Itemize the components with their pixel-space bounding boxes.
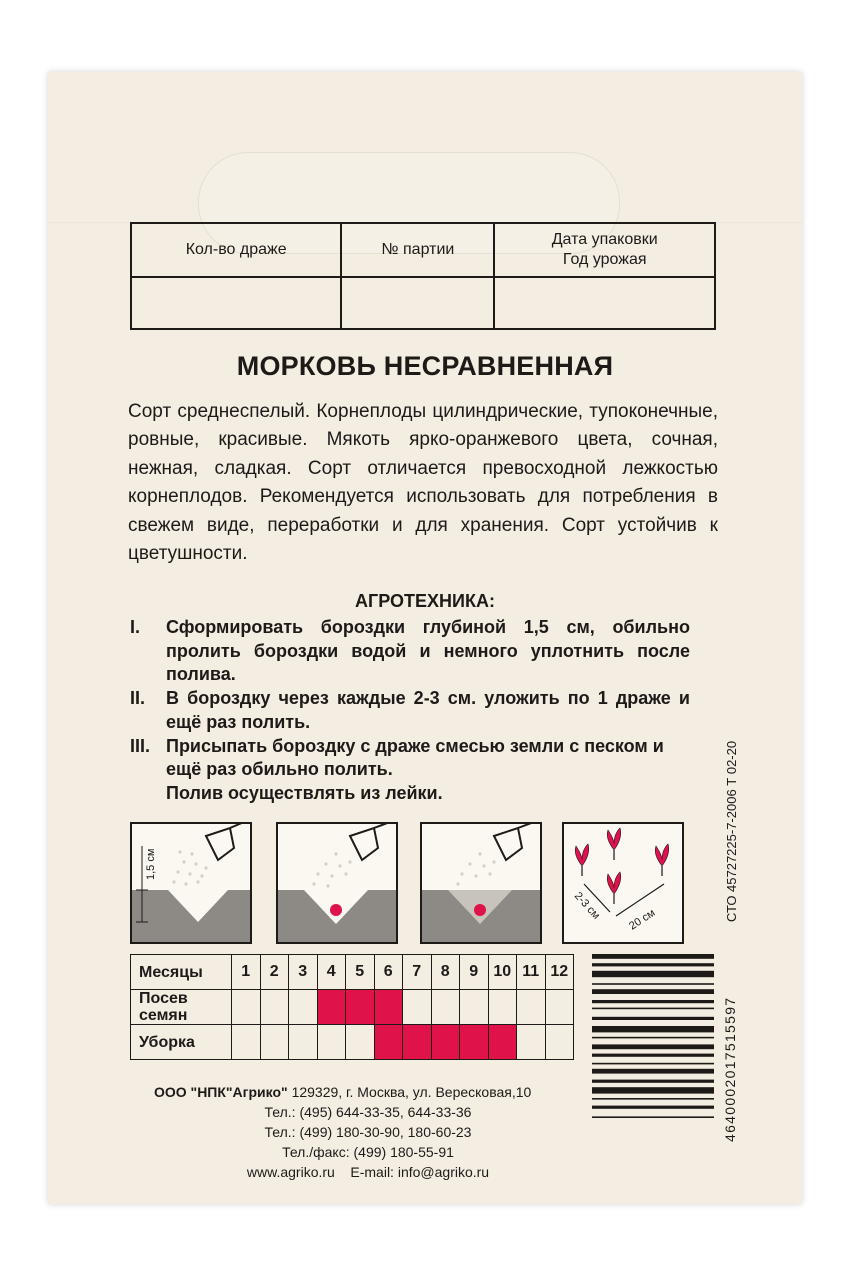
website-link[interactable]: www.agriko.ru — [246, 1164, 335, 1180]
sowing-month-cell — [374, 990, 403, 1025]
barcode-bar — [592, 1054, 714, 1057]
depth-label: 1,5 см — [145, 848, 157, 880]
row-spacing-label: 20 см — [627, 907, 658, 933]
batch-number-cell — [341, 277, 494, 329]
harvest-month-cell — [317, 1025, 346, 1060]
barcode-bar — [592, 1017, 714, 1020]
seed-cover-diagram — [420, 822, 542, 944]
harvest-month-cell — [289, 1025, 318, 1060]
barcode-bar — [592, 1069, 714, 1074]
harvest-month-cell — [431, 1025, 460, 1060]
harvest-month-cell — [346, 1025, 375, 1060]
barcode-bar — [592, 1106, 714, 1109]
barcode-bar — [592, 1008, 714, 1010]
step-text: В бороздку через каждые 2-3 см. уложить по 1 драже и ещё раз полить. — [166, 688, 690, 732]
months-header: Месяцы — [131, 955, 232, 990]
company-address: 129329, г. Москва, ул. Вересковая,10 — [291, 1084, 532, 1100]
harvest-month-cell — [460, 1025, 489, 1060]
harvest-month-cell — [260, 1025, 289, 1060]
sowing-month-cell — [346, 990, 375, 1025]
barcode-bar — [592, 983, 714, 985]
sowing-month-cell — [488, 990, 517, 1025]
barcode-bar — [592, 1026, 714, 1032]
phone-2: Тел.: (499) 180-30-90, 180-60-23 — [264, 1124, 472, 1140]
harvest-label: Уборка — [131, 1025, 232, 1060]
month-5: 5 — [346, 955, 375, 990]
barcode-bar — [592, 1000, 714, 1003]
barcode-bar — [592, 1080, 714, 1083]
sowing-month-cell — [403, 990, 432, 1025]
agrotech-step — [130, 687, 690, 734]
watering-note: Полив осуществлять из лейки. — [166, 782, 443, 803]
batch-number-header: № партии — [341, 223, 494, 277]
company-name: ООО "НПК"Агрико" — [154, 1084, 288, 1100]
harvest-month-cell — [517, 1025, 546, 1060]
barcode-bar — [592, 954, 714, 959]
barcode-bar — [592, 1087, 714, 1093]
month-12: 12 — [545, 955, 574, 990]
sowing-month-cell — [289, 990, 318, 1025]
harvest-year-label: Год урожая — [562, 251, 647, 268]
quantity-header: Кол-во драже — [131, 223, 341, 277]
sowing-month-cell — [460, 990, 489, 1025]
barcode — [592, 954, 714, 1139]
standard-code: СТО 45727225-7-2006 Т 02-20 — [724, 740, 739, 922]
seed-placement-diagram — [276, 822, 398, 944]
email-link[interactable]: E-mail: info@agriko.ru — [350, 1164, 490, 1180]
sowing-month-cell — [431, 990, 460, 1025]
month-8: 8 — [431, 955, 460, 990]
barcode-bar — [592, 1116, 714, 1118]
harvest-month-cell — [374, 1025, 403, 1060]
sowing-month-cell — [260, 990, 289, 1025]
agrotech-title: АГРОТЕХНИКА: — [355, 591, 495, 611]
harvest-month-cell — [232, 1025, 261, 1060]
step-number: II. — [130, 688, 146, 709]
product-title: МОРКОВЬ НЕСРАВНЕННАЯ — [236, 351, 614, 381]
pack-date-header — [494, 223, 715, 277]
sowing-month-cell — [545, 990, 574, 1025]
month-9: 9 — [460, 955, 489, 990]
month-11: 11 — [517, 955, 546, 990]
month-7: 7 — [403, 955, 432, 990]
barcode-bar — [592, 1037, 714, 1039]
barcode-bar — [592, 1063, 714, 1065]
spacing-label: 2-3 см — [571, 889, 603, 922]
variety-description: Сорт среднеспелый. Корнеплоды цилиндрические, тупоконечные, ровные, красивые. Мякоть ярко-оранжевого цвета, сочная, нежная, сладкая. Сорт отличается превосходной лежкостью корнеплодов. Рекомендуется использовать для потребления в свежем виде, переработки и для хранения. Сорт устойчив к цветушности. — [128, 401, 718, 565]
seed-packet-back — [48, 72, 802, 1204]
furrow-depth-diagram — [130, 822, 252, 944]
agrotech-step — [130, 735, 690, 806]
barcode-bar — [592, 989, 714, 994]
pack-date-cell — [494, 277, 715, 329]
barcode-bar — [592, 1098, 714, 1100]
step-text: Сформировать бороздки глубиной 1,5 см, обильно пролить бороздки водой и немного уплотнить после полива. — [166, 617, 690, 685]
step-number: III. — [130, 735, 151, 756]
month-4: 4 — [317, 955, 346, 990]
agrotech-step — [130, 616, 690, 687]
quantity-cell — [131, 277, 341, 329]
barcode-bar — [592, 971, 714, 977]
contacts-block — [148, 1082, 588, 1182]
batch-info-table — [130, 222, 716, 330]
month-2: 2 — [260, 955, 289, 990]
harvest-month-cell — [545, 1025, 574, 1060]
barcode-number: 4640002017515597 — [722, 996, 738, 1142]
barcode-bar — [592, 963, 714, 966]
calendar-row-sowing — [131, 990, 574, 1025]
sowing-label: Посев семян — [131, 990, 232, 1025]
sowing-month-cell — [517, 990, 546, 1025]
month-6: 6 — [374, 955, 403, 990]
sowing-month-cell — [232, 990, 261, 1025]
harvest-month-cell — [403, 1025, 432, 1060]
month-10: 10 — [488, 955, 517, 990]
planting-spacing-diagram — [562, 822, 684, 944]
pack-date-label: Дата упаковки — [551, 231, 658, 248]
sowing-month-cell — [317, 990, 346, 1025]
harvest-month-cell — [488, 1025, 517, 1060]
barcode-bar — [592, 1044, 714, 1049]
month-1: 1 — [232, 955, 261, 990]
step-number: I. — [130, 617, 141, 637]
phone-1: Тел.: (495) 644-33-35, 644-33-36 — [264, 1104, 472, 1120]
calendar-row-harvest — [131, 1025, 574, 1060]
month-3: 3 — [289, 955, 318, 990]
step-text: Присыпать бороздку с драже смесью земли с песком и ещё раз обильно полить. — [166, 735, 664, 780]
fax: Тел./факс: (499) 180-55-91 — [282, 1144, 454, 1160]
sowing-calendar — [130, 954, 574, 1060]
agrotech-steps — [130, 616, 690, 806]
